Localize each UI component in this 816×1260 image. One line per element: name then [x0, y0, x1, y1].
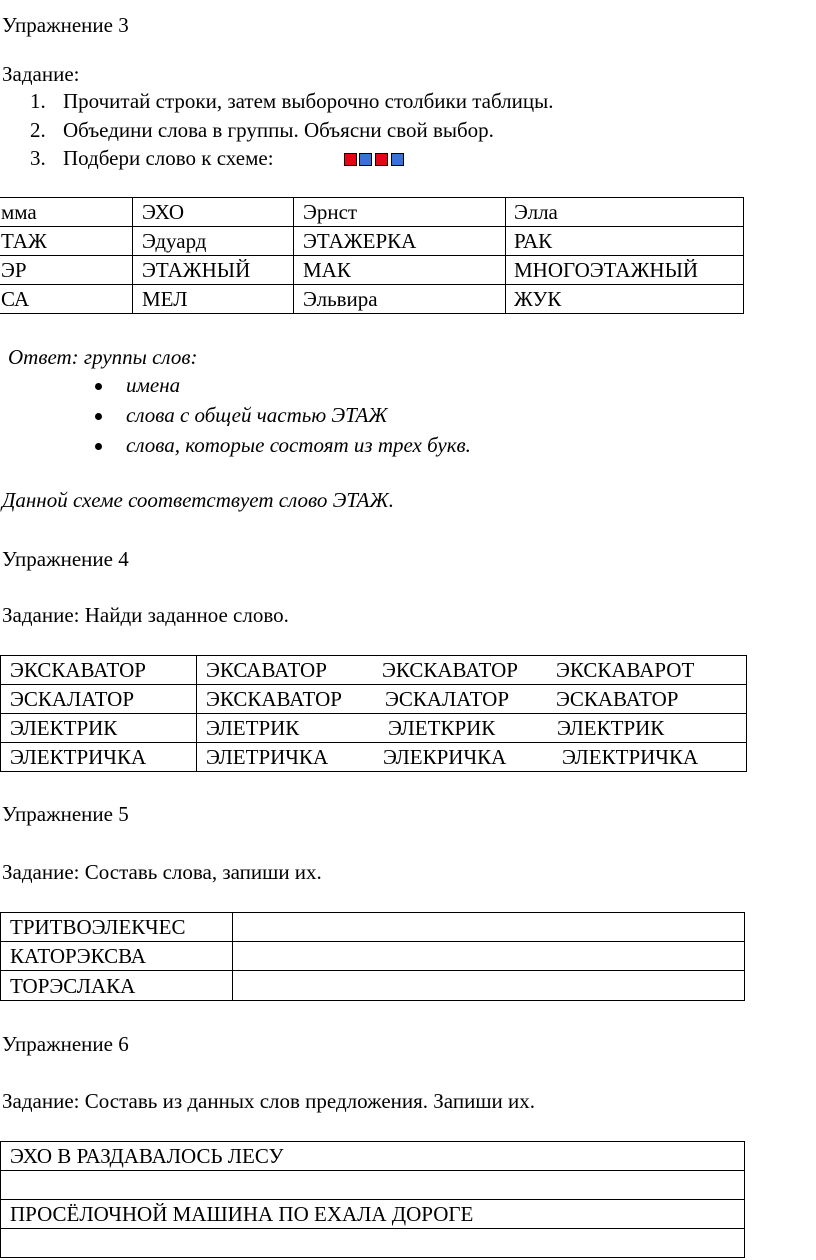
table-cell: ЭХО — [142, 200, 185, 224]
scheme-square-1 — [344, 153, 357, 166]
table-cell: ЭКСКАВАРОТ — [556, 658, 695, 682]
table-cell: КАТОРЭКСВА — [10, 944, 146, 968]
table-cell: ЭЛЕТКРИК — [388, 716, 496, 740]
ex3-step-2-text: Объедини слова в группы. Объясни свой выбор. — [63, 118, 494, 142]
table-cell: МАК — [303, 258, 351, 282]
ex3-step-3-text: Подбери слово к схеме: — [63, 146, 274, 170]
table-cell: МНОГОЭТАЖНЫЙ — [514, 258, 699, 282]
bullet-icon — [95, 383, 102, 390]
table-cell: мма — [1, 200, 37, 224]
ex5-task: Задание: Составь слова, запиши их. — [2, 860, 322, 884]
ex4-heading: Упражнение 4 — [2, 547, 129, 571]
table-cell: ЭЛЕТРИК — [206, 716, 300, 740]
answer-item-3: слова, которые состоят из трех букв. — [126, 433, 471, 457]
table-cell: ЭСКАЛАТОР — [385, 687, 510, 711]
table-cell: ЖУК — [514, 287, 562, 311]
ex5-heading: Упражнение 5 — [2, 802, 129, 826]
table-cell: ЭТАЖНЫЙ — [142, 258, 251, 282]
table-cell: ТРИТВОЭЛЕКЧЕС — [10, 915, 186, 939]
table-cell: ЭЛЕКТРИК — [10, 716, 118, 740]
table-cell: ЭЛЕКТРИК — [557, 716, 665, 740]
table-cell: ЭЛЕКРИЧКА — [383, 745, 507, 769]
table-cell: ЭТАЖЕРКА — [303, 229, 417, 253]
table-cell: ТОРЭСЛАКА — [10, 974, 136, 998]
ex3-task-label: Задание: — [2, 62, 80, 86]
conclusion: Данной схеме соответствует слово ЭТАЖ. — [2, 488, 394, 512]
table-cell: ЭЛЕКТРИЧКА — [562, 745, 699, 769]
table-cell: ПРОСЁЛОЧНОЙ МАШИНА ПО ЕХАЛА ДОРОГЕ — [10, 1202, 474, 1226]
table-cell: ЭЛЕКТРИЧКА — [10, 745, 147, 769]
table-cell: РАК — [514, 229, 553, 253]
table-cell: ЭСКАЛАТОР — [10, 687, 135, 711]
table-cell: СА — [1, 287, 30, 311]
bullet-icon — [95, 443, 102, 450]
table-cell: ЭКСАВАТОР — [206, 658, 327, 682]
ex3-step-1-text: Прочитай строки, затем выборочно столбики таблицы. — [63, 89, 554, 113]
answer-item-1: имена — [126, 373, 181, 397]
answer-item-2: слова с общей частью ЭТАЖ — [126, 403, 388, 427]
scheme-square-4 — [391, 153, 404, 166]
answer-title: Ответ: группы слов: — [8, 345, 198, 369]
ex4-task: Задание: Найди заданное слово. — [2, 603, 289, 627]
table-cell: ЭР — [1, 258, 27, 282]
table-cell: Эльвира — [303, 287, 378, 311]
table-cell: ТАЖ — [1, 229, 47, 253]
table-cell: ЭЛЕТРИЧКА — [206, 745, 329, 769]
table-cell: ЭКСКАВАТОР — [10, 658, 146, 682]
ex6-heading: Упражнение 6 — [2, 1032, 129, 1056]
table-cell: Эрнст — [303, 200, 358, 224]
scheme-square-2 — [359, 153, 372, 166]
bullet-icon — [95, 413, 102, 420]
ex3-step-1-num: 1. — [30, 89, 46, 113]
ex3-step-2-num: 2. — [30, 118, 46, 142]
table-cell: ЭХО В РАЗДАВАЛОСЬ ЛЕСУ — [10, 1144, 284, 1168]
scheme-square-3 — [375, 153, 388, 166]
table-cell: Элла — [514, 200, 558, 224]
table-cell: ЭСКАВАТОР — [556, 687, 679, 711]
table-cell: ЭКСКАВАТОР — [206, 687, 342, 711]
ex3-heading: Упражнение 3 — [2, 13, 129, 37]
ex6-task: Задание: Составь из данных слов предложения. Запиши их. — [2, 1089, 535, 1113]
table-cell: ЭКСКАВАТОР — [382, 658, 518, 682]
ex3-step-3-num: 3. — [30, 146, 46, 170]
table-cell: МЕЛ — [142, 287, 188, 311]
table-cell: Эдуард — [142, 229, 207, 253]
